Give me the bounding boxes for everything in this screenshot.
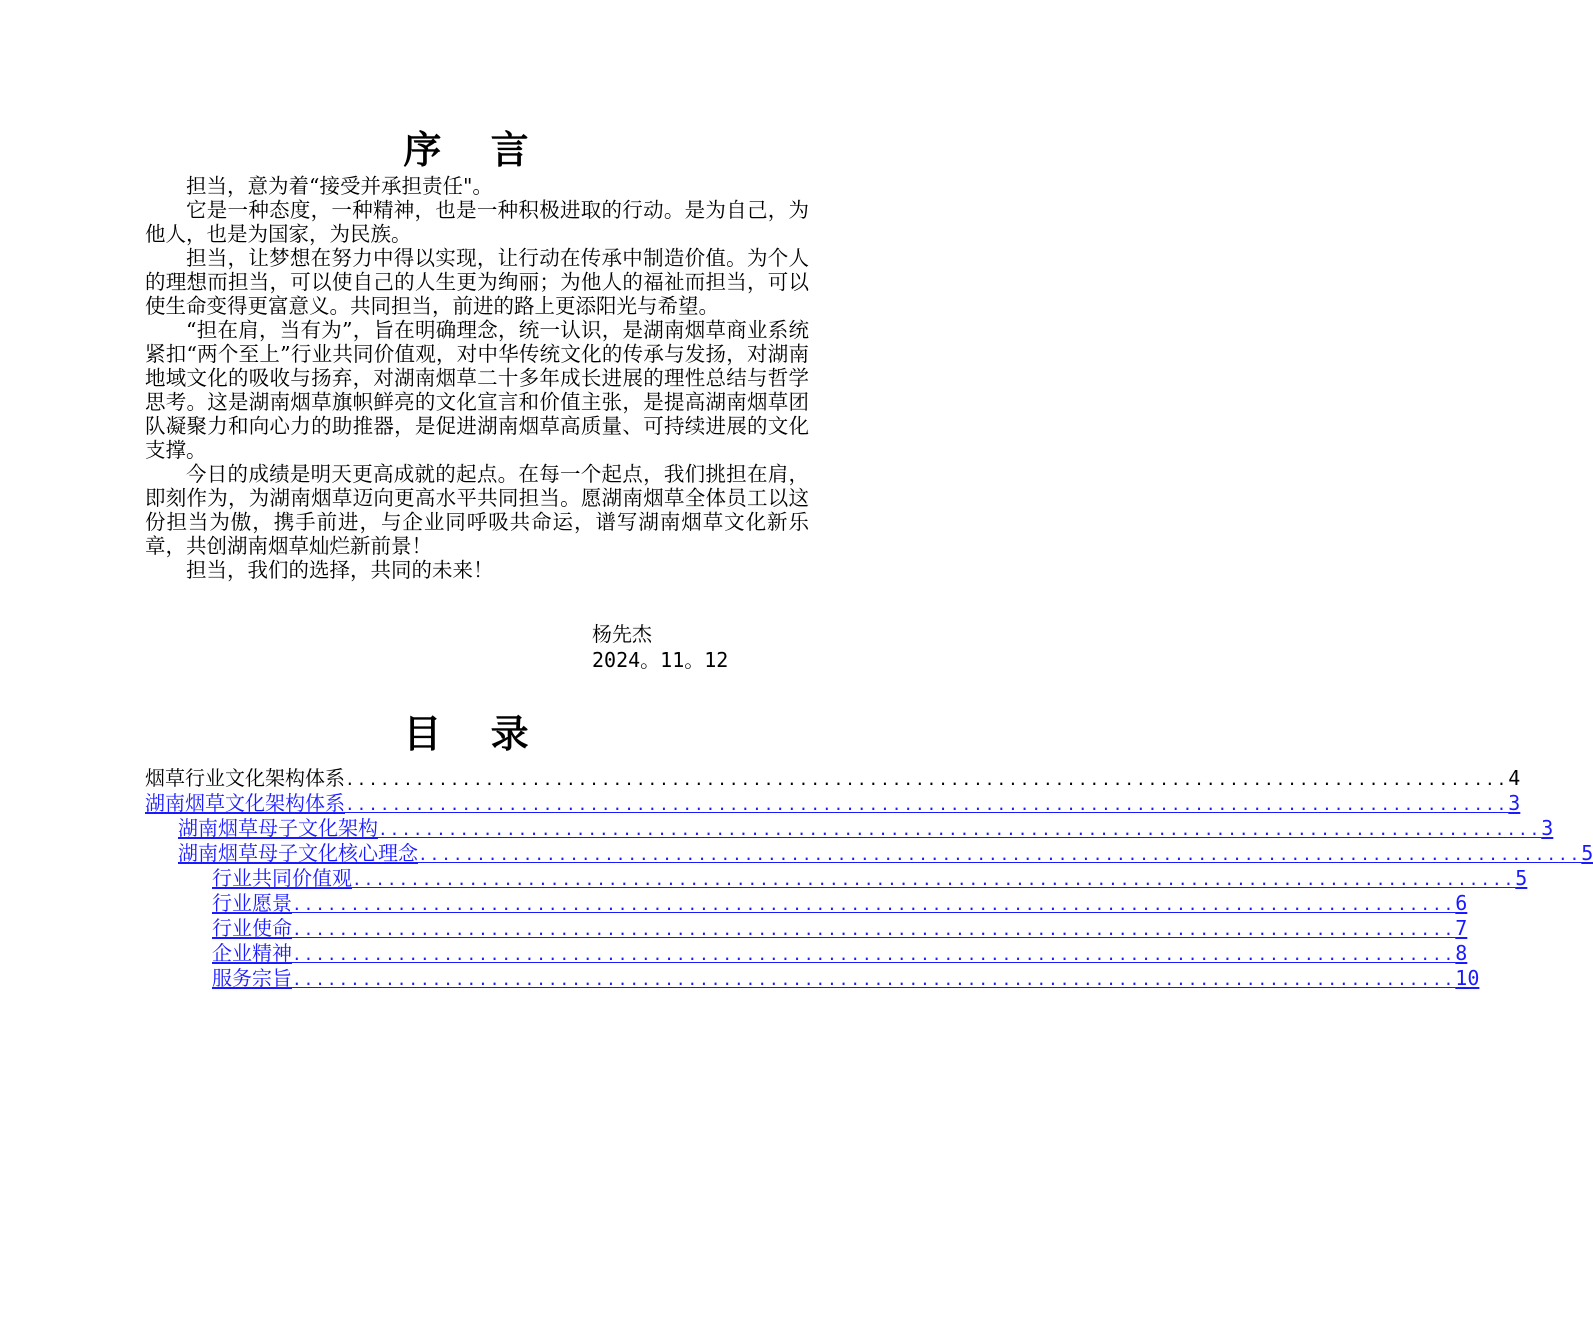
toc-entry-page: 8 xyxy=(1455,941,1468,965)
toc-leader-dots: .................................................................................................... xyxy=(292,895,1456,914)
toc-title: 目 录 xyxy=(403,711,547,756)
preface-paragraph: “担在肩，当有为”，旨在明确理念，统一认识，是湖南烟草商业系统紧扣“两个至上”行业共同价值观，对中华传统文化的传承与发扬，对湖南地域文化的吸收与扬弃，对湖南烟草二十多年成长进展的理性总结与哲学思考。这是湖南烟草旗帜鲜亮的文化宣言和价值主张，是提高湖南烟草团队凝聚力和向心力的助推器，是促进湖南烟草高质量、可持续进展的文化支撑。 xyxy=(145,318,809,462)
toc-entry-page: 7 xyxy=(1455,916,1468,940)
toc-entry xyxy=(145,766,1521,790)
toc-entry-page: 6 xyxy=(1455,891,1468,915)
toc-leader-dots: .................................................................................................... xyxy=(378,820,1542,839)
preface-date: 2024。11。12 xyxy=(592,648,729,672)
toc-leader-dots: .................................................................................................... xyxy=(292,920,1456,939)
toc-leader-dots: .................................................................................................... xyxy=(292,945,1456,964)
preface-author: 杨先杰 xyxy=(592,622,652,646)
toc-leader-dots: .................................................................................................... xyxy=(345,770,1509,789)
toc-entry-label: 烟草行业文化架构体系 xyxy=(145,766,345,790)
toc-link[interactable] xyxy=(178,841,1593,865)
toc-entry-page: 10 xyxy=(1455,966,1480,990)
toc-link[interactable] xyxy=(145,791,1521,815)
toc-entry-page: 5 xyxy=(1515,866,1528,890)
toc-entry-label: 湖南烟草母子文化核心理念 xyxy=(178,841,418,865)
toc-entry-label: 行业使命 xyxy=(212,916,292,940)
toc-leader-dots: .................................................................................................... xyxy=(292,970,1456,989)
toc-entry-label: 湖南烟草母子文化架构 xyxy=(178,816,378,840)
toc-leader-dots: .................................................................................................... xyxy=(345,795,1509,814)
preface-paragraph: 它是一种态度，一种精神，也是一种积极进取的行动。是为自己，为他人，也是为国家，为民族。 xyxy=(145,198,809,246)
toc-leader-dots: .................................................................................................... xyxy=(352,870,1516,889)
toc-link[interactable] xyxy=(212,916,1468,940)
toc-entry-page: 3 xyxy=(1541,816,1554,840)
preface-paragraph: 担当，让梦想在努力中得以实现，让行动在传承中制造价值。为个人的理想而担当，可以使自己的人生更为绚丽；为他人的福祉而担当，可以使生命变得更富意义。共同担当，前进的路上更添阳光与希望。 xyxy=(145,246,809,318)
toc-entry-label: 服务宗旨 xyxy=(212,966,292,990)
toc-link[interactable] xyxy=(212,966,1480,990)
toc-entry-page: 3 xyxy=(1508,791,1521,815)
preface-paragraph: 今日的成绩是明天更高成就的起点。在每一个起点，我们挑担在肩，即刻作为，为湖南烟草迈向更高水平共同担当。愿湖南烟草全体员工以这份担当为傲，携手前进，与企业同呼吸共命运，谱写湖南烟草文化新乐章，共创湖南烟草灿烂新前景！ xyxy=(145,462,809,558)
toc-entry-label: 企业精神 xyxy=(212,941,292,965)
toc-entry-page: 5 xyxy=(1581,841,1593,865)
toc-entry-label: 湖南烟草文化架构体系 xyxy=(145,791,345,815)
toc-link[interactable] xyxy=(178,816,1554,840)
preface-paragraph: 担当，我们的选择，共同的未来！ xyxy=(186,558,494,582)
toc-entry-label: 行业共同价值观 xyxy=(212,866,352,890)
toc-link[interactable] xyxy=(212,866,1528,890)
toc-link[interactable] xyxy=(212,891,1468,915)
preface-body xyxy=(145,174,809,582)
toc-entry-page: 4 xyxy=(1508,766,1521,790)
toc-leader-dots: .................................................................................................... xyxy=(418,845,1582,864)
toc-entry-label: 行业愿景 xyxy=(212,891,292,915)
preface-paragraph: 担当，意为着“接受并承担责任"。 xyxy=(186,174,493,198)
toc-link[interactable] xyxy=(212,941,1468,965)
preface-title: 序 言 xyxy=(403,127,547,172)
